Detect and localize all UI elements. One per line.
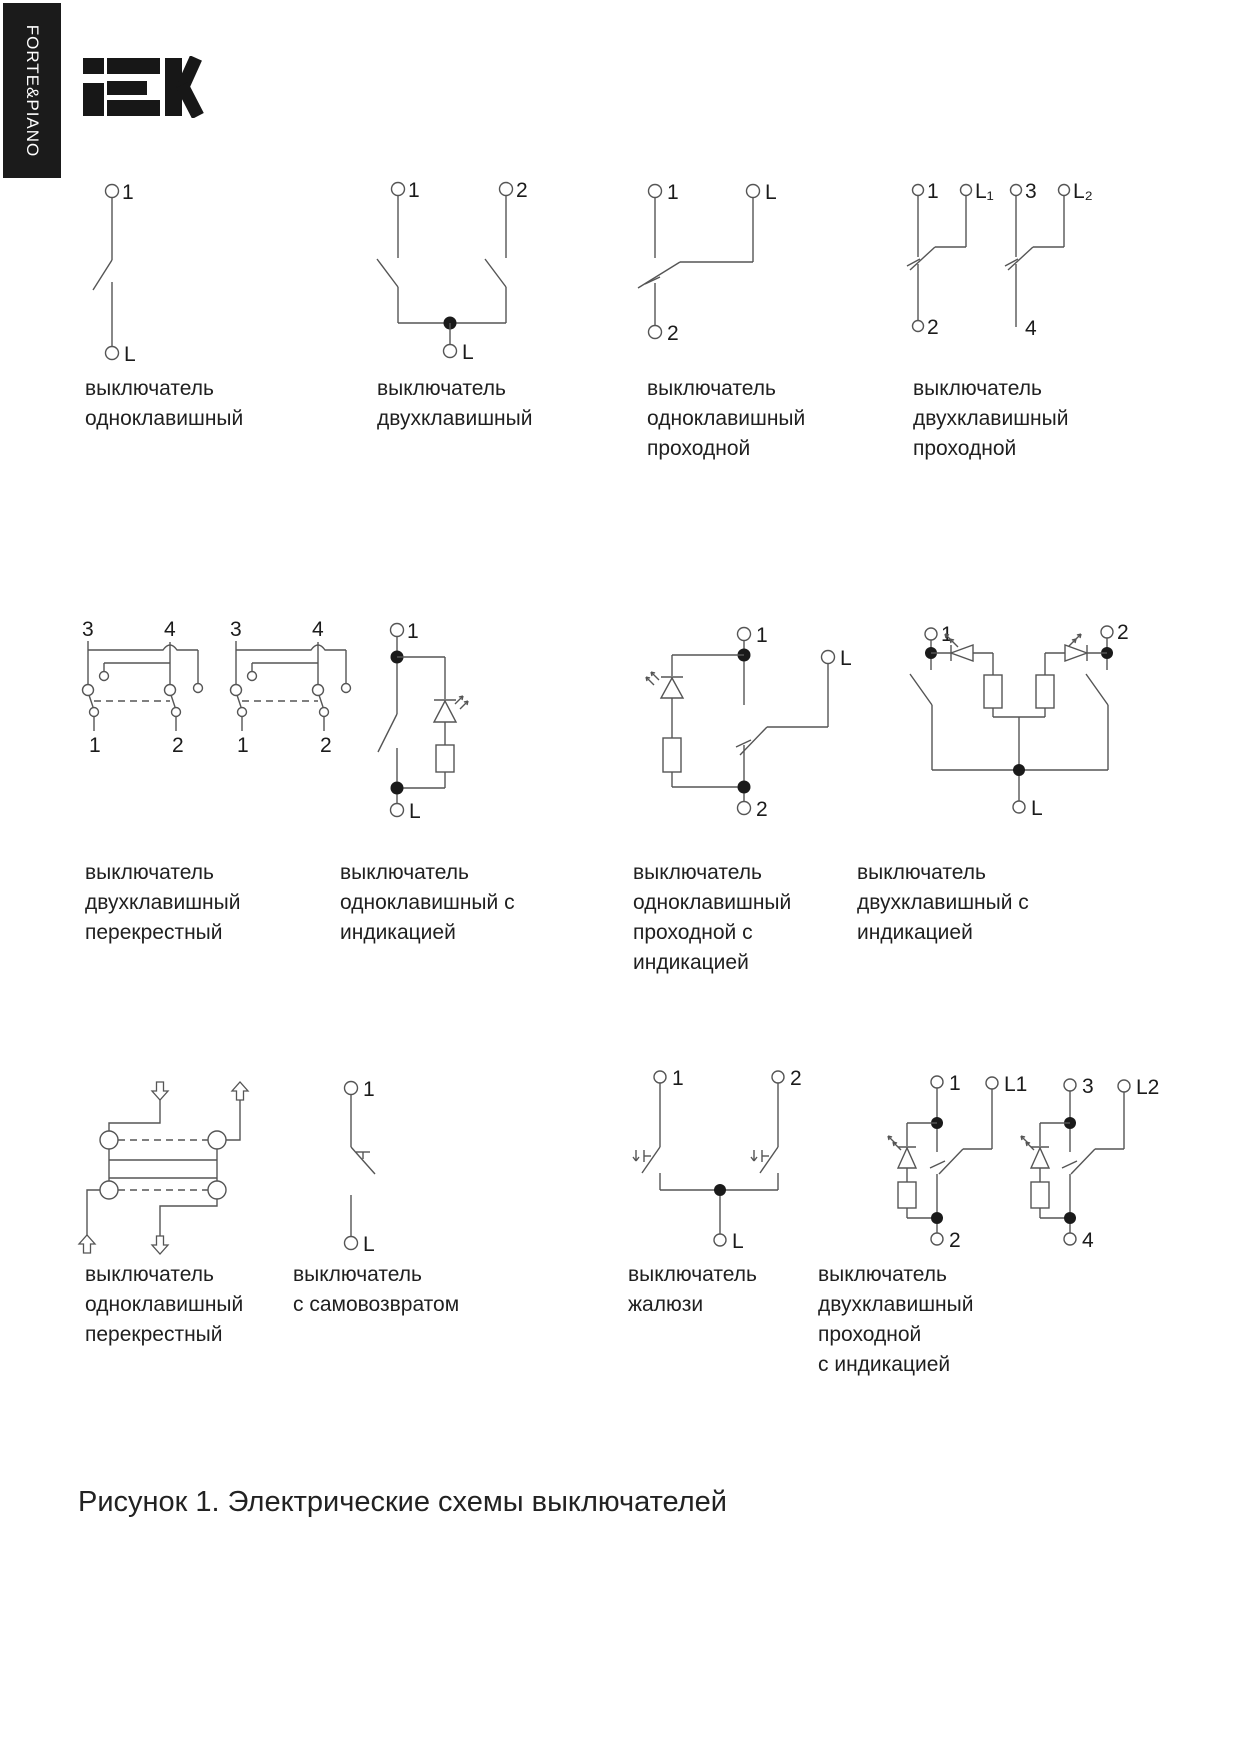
resistor <box>1036 675 1054 708</box>
svg-text:L: L <box>363 1233 375 1256</box>
label-line: выключатель <box>818 1263 947 1286</box>
svg-text:1: 1 <box>941 623 953 646</box>
svg-text:L: L <box>732 1230 744 1253</box>
junction-dot <box>1064 1212 1076 1224</box>
terminal-circle <box>106 185 119 198</box>
svg-text:L: L <box>1031 797 1043 820</box>
brand-sidebar-text: FORTE&PIANO <box>23 24 42 157</box>
svg-text:2: 2 <box>949 1229 961 1252</box>
switch-blade <box>1086 674 1108 705</box>
up-arrow-icon <box>232 1082 248 1100</box>
label-line: с самовозвратом <box>293 1293 460 1316</box>
diagram-switch-two-way-indicator <box>590 600 860 835</box>
svg-text:1: 1 <box>667 181 679 204</box>
emission-arrow <box>455 696 463 704</box>
led-icon <box>931 645 973 661</box>
svg-text:4: 4 <box>1082 1229 1094 1252</box>
svg-text:1: 1 <box>407 620 419 643</box>
emission-arrow <box>1026 1142 1034 1150</box>
svg-text:2: 2 <box>516 179 528 202</box>
diagram-label <box>340 858 515 948</box>
resistor <box>898 1182 916 1208</box>
svg-text:2: 2 <box>790 1067 802 1090</box>
led-icon <box>1065 645 1107 661</box>
diagram-switch-two-gang-indicator <box>905 600 1145 835</box>
led-icon <box>888 1136 916 1168</box>
label-line: индикацией <box>857 921 973 944</box>
switch-blade <box>351 1147 375 1174</box>
iek-logo <box>83 56 205 123</box>
emission-arrow <box>651 672 659 680</box>
switch-blade <box>910 247 935 270</box>
up-arrow-icon <box>79 1235 95 1253</box>
diagram-label <box>85 374 243 434</box>
svg-text:L: L <box>462 341 474 364</box>
break-tick <box>1062 1161 1077 1168</box>
diagram-label <box>377 374 532 434</box>
junction-dot <box>738 781 751 794</box>
terminal-label: 1 <box>122 181 134 204</box>
switch-blade <box>237 695 241 707</box>
break-tick <box>645 277 660 284</box>
label-line: с индикацией <box>818 1353 951 1376</box>
figure-caption: Рисунок 1. Электрические схемы выключателей <box>78 1486 727 1518</box>
led-icon <box>434 696 468 722</box>
terminal-circle <box>106 347 119 360</box>
switch-blade <box>377 259 398 287</box>
led-icon <box>646 672 683 698</box>
diagram-label <box>85 1260 243 1350</box>
resistor <box>663 738 681 772</box>
resistor <box>1031 1182 1049 1208</box>
label-line: индикацией <box>340 921 456 944</box>
label-line: перекрестный <box>85 1323 223 1346</box>
label-line: проходной <box>647 437 751 460</box>
diagram-label <box>628 1260 757 1320</box>
diagram-label <box>913 374 1068 464</box>
label-line: выключатель <box>293 1263 422 1286</box>
label-line: выключатель <box>913 377 1042 400</box>
junction-dot <box>391 782 404 795</box>
junction-dot <box>931 1212 943 1224</box>
svg-text:1: 1 <box>363 1078 375 1101</box>
diagram-label <box>647 374 805 464</box>
svg-text:4: 4 <box>1025 317 1037 340</box>
diagram-switch-cross-one-gang <box>75 1060 275 1265</box>
label-line: одноклавишный <box>647 407 806 430</box>
svg-text:1: 1 <box>408 179 420 202</box>
resistor <box>984 675 1002 708</box>
label-line: проходной <box>818 1323 922 1346</box>
switch-blade <box>1008 247 1033 270</box>
diagram-label <box>818 1260 973 1380</box>
direction-arrow <box>633 1150 639 1161</box>
svg-text:2: 2 <box>756 798 768 821</box>
svg-text:2: 2 <box>927 316 939 339</box>
label-line: выключатель <box>85 861 214 884</box>
svg-text:3: 3 <box>1025 180 1037 203</box>
svg-text:1: 1 <box>237 734 249 757</box>
diagram-label <box>857 858 1029 948</box>
switch-blade <box>760 1147 778 1173</box>
resistor <box>436 745 454 772</box>
svg-text:1: 1 <box>756 624 768 647</box>
emission-arrow <box>646 677 654 685</box>
label-line: одноклавишный с <box>340 891 515 914</box>
diagram-switch-two-gang-cross <box>75 610 370 768</box>
svg-text:1: 1 <box>927 180 939 203</box>
label-line: проходной с <box>633 921 753 944</box>
label-line: одноклавишный <box>85 407 244 430</box>
svg-text:1: 1 <box>89 734 101 757</box>
terminal-label: L <box>124 343 136 366</box>
diagram-label <box>85 858 240 948</box>
label-line: выключатель <box>377 377 506 400</box>
junction-dot <box>1013 764 1025 776</box>
wire-with-hop <box>88 645 198 650</box>
iek-logo-graphic <box>83 56 205 118</box>
svg-text:3: 3 <box>82 618 94 641</box>
svg-text:1: 1 <box>949 1072 961 1095</box>
emission-arrow <box>893 1142 901 1150</box>
label-line: выключатель <box>340 861 469 884</box>
svg-text:1: 1 <box>672 1067 684 1090</box>
svg-text:3: 3 <box>1082 1075 1094 1098</box>
svg-text:3: 3 <box>230 618 242 641</box>
switch-blade <box>378 714 397 752</box>
diagram-switch-two-gang <box>330 160 535 380</box>
svg-text:2: 2 <box>667 322 679 345</box>
svg-text:L2: L2 <box>1136 1076 1160 1099</box>
svg-text:L: L <box>840 647 852 670</box>
label-line: выключатель <box>647 377 776 400</box>
label-line: двухклавишный с <box>857 891 1029 914</box>
svg-text:4: 4 <box>312 618 324 641</box>
label-line: перекрестный <box>85 921 223 944</box>
diagram-switch-two-gang-two-way <box>900 160 1115 380</box>
switch-blade <box>642 1147 660 1173</box>
down-arrow-icon <box>152 1082 168 1100</box>
diagram-switch-momentary <box>330 1060 460 1265</box>
svg-text:2: 2 <box>320 734 332 757</box>
label-line: выключатель <box>85 377 214 400</box>
label-line: выключатель <box>857 861 986 884</box>
led-icon <box>1021 1136 1049 1168</box>
diagram-switch-one-gang-indicator <box>330 600 490 835</box>
switch-blade <box>910 674 932 705</box>
label-line: выключатель <box>633 861 762 884</box>
switch-blade <box>485 259 506 287</box>
down-arrow-icon <box>152 1236 168 1254</box>
diagram-switch-one-gang-two-way <box>575 160 805 380</box>
label-line: одноклавишный <box>85 1293 244 1316</box>
break-tick <box>930 1161 945 1168</box>
switch-blade <box>93 260 112 290</box>
svg-text:L₂: L₂ <box>1073 180 1093 203</box>
label-line: двухклавишный <box>818 1293 974 1316</box>
direction-arrow <box>751 1150 757 1161</box>
switch-blade <box>319 695 323 707</box>
diagram-switch-blinds <box>620 1060 805 1265</box>
switch-blade <box>89 695 93 707</box>
switch-blade <box>171 695 175 707</box>
svg-text:2: 2 <box>1117 621 1129 644</box>
label-line: двухклавишный <box>85 891 241 914</box>
diagram-switch-one-gang <box>75 160 225 380</box>
svg-text:2: 2 <box>172 734 184 757</box>
brand-sidebar <box>3 3 61 178</box>
diagram-label <box>293 1260 459 1320</box>
diagram-switch-two-gang-two-way-indicator <box>885 1060 1175 1265</box>
label-line: жалюзи <box>628 1293 704 1316</box>
svg-text:L: L <box>765 181 777 204</box>
label-line: индикацией <box>633 951 749 974</box>
svg-text:L1: L1 <box>1004 1073 1028 1096</box>
label-line: двухклавишный <box>913 407 1069 430</box>
svg-text:L: L <box>409 800 421 823</box>
label-line: выключатель <box>628 1263 757 1286</box>
label-line: одноклавишный <box>633 891 792 914</box>
label-line: двухклавишный <box>377 407 533 430</box>
svg-text:L₁: L₁ <box>975 180 994 203</box>
emission-arrow <box>460 701 468 709</box>
switch-blade <box>638 262 680 288</box>
svg-text:4: 4 <box>164 618 176 641</box>
label-line: выключатель <box>85 1263 214 1286</box>
label-line: проходной <box>913 437 1017 460</box>
diagram-label <box>633 858 791 978</box>
junction-dot <box>714 1184 726 1196</box>
